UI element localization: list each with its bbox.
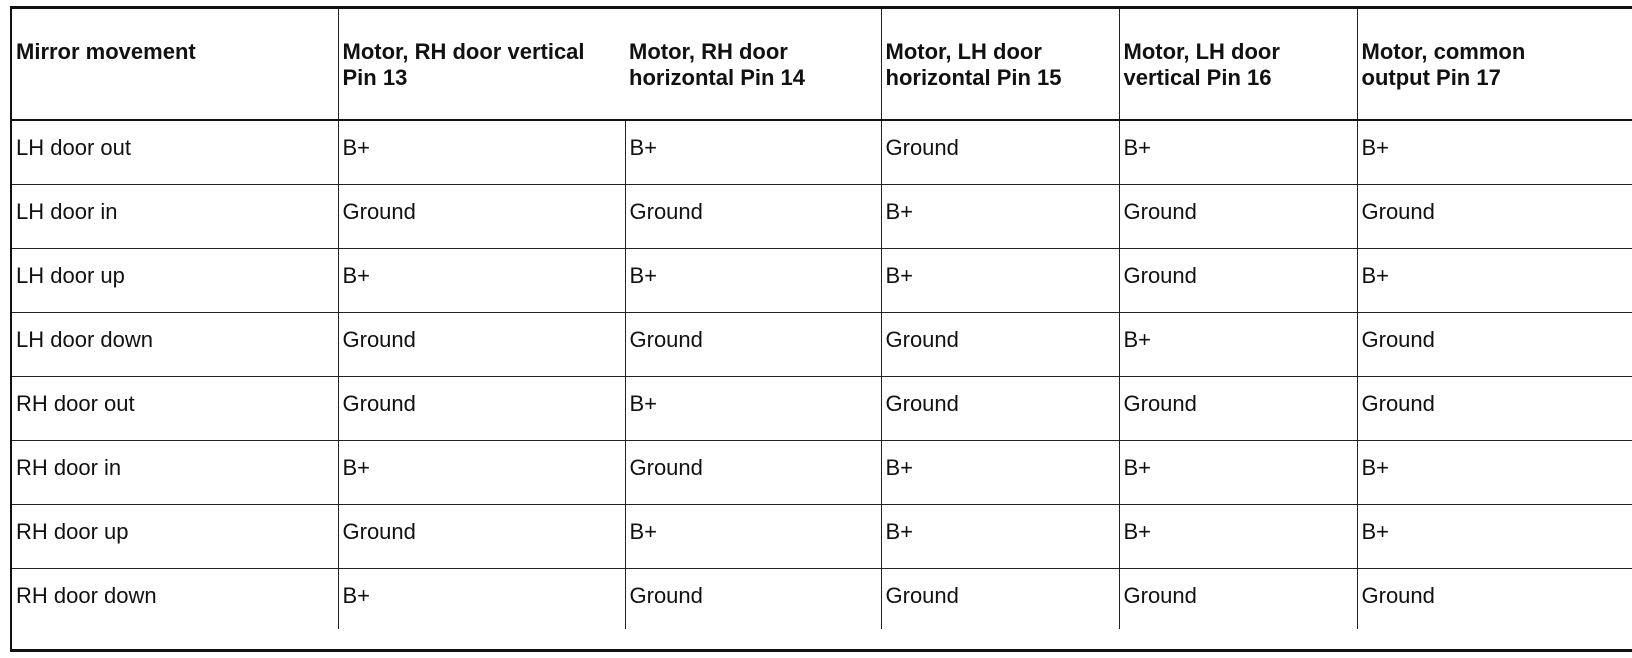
table-row: [12, 568, 1632, 629]
header-line: Motor, LH door: [1123, 39, 1280, 64]
cell-pin15: B+: [881, 504, 1119, 568]
cell-pin13: B+: [338, 120, 625, 184]
header-mirror-movement: [12, 9, 338, 120]
cell-pin15: Ground: [881, 120, 1119, 184]
cell-pin15: Ground: [881, 312, 1119, 376]
header-line: output Pin 17: [1361, 65, 1501, 90]
cell-pin15: B+: [881, 440, 1119, 504]
cell-pin17: B+: [1357, 248, 1632, 312]
header-line: horizontal Pin 15: [885, 65, 1062, 90]
cell-pin13: Ground: [338, 504, 625, 568]
cell-pin14: B+: [625, 120, 881, 184]
cell-pin13: Ground: [338, 184, 625, 248]
header-line: Pin 13: [342, 65, 408, 90]
cell-pin17: B+: [1357, 120, 1632, 184]
cell-pin13: B+: [338, 568, 625, 629]
cell-movement: LH door down: [12, 312, 338, 376]
cell-movement: RH door up: [12, 504, 338, 568]
header-rh-horizontal-pin14: [625, 9, 881, 120]
cell-pin17: Ground: [1357, 312, 1632, 376]
cell-pin13: B+: [338, 248, 625, 312]
cell-pin13: Ground: [338, 312, 625, 376]
cell-movement: RH door out: [12, 376, 338, 440]
cell-pin15: B+: [881, 248, 1119, 312]
header-line: vertical Pin 16: [1123, 65, 1272, 90]
table-row: [12, 248, 1632, 312]
cell-movement: LH door out: [12, 120, 338, 184]
cell-pin15: Ground: [881, 376, 1119, 440]
cell-pin14: Ground: [625, 312, 881, 376]
cell-movement: LH door in: [12, 184, 338, 248]
header-line: Motor, LH door: [885, 39, 1042, 64]
cell-movement: RH door in: [12, 440, 338, 504]
cell-pin13: B+: [338, 440, 625, 504]
cell-pin17: B+: [1357, 504, 1632, 568]
cell-pin16: B+: [1119, 440, 1357, 504]
cell-pin14: Ground: [625, 568, 881, 629]
cell-pin16: B+: [1119, 504, 1357, 568]
header-rh-vertical-pin13: [338, 9, 625, 120]
cell-pin15: B+: [881, 184, 1119, 248]
header-lh-vertical-pin16: [1119, 9, 1357, 120]
cell-pin16: B+: [1119, 120, 1357, 184]
cell-pin16: Ground: [1119, 376, 1357, 440]
table-row: [12, 440, 1632, 504]
cell-pin13: Ground: [338, 376, 625, 440]
table-row: [12, 184, 1632, 248]
table-row: [12, 376, 1632, 440]
header-line: Motor, common: [1361, 39, 1526, 64]
header-line: Motor, RH door: [629, 39, 788, 64]
cell-pin15: Ground: [881, 568, 1119, 629]
header-lh-horizontal-pin15: [881, 9, 1119, 120]
table-row: [12, 120, 1632, 184]
header-common-output-pin17: [1357, 9, 1632, 120]
cell-pin16: Ground: [1119, 248, 1357, 312]
cell-pin17: Ground: [1357, 184, 1632, 248]
cell-pin16: Ground: [1119, 568, 1357, 629]
cell-pin14: B+: [625, 376, 881, 440]
cell-pin16: Ground: [1119, 184, 1357, 248]
cell-pin14: B+: [625, 504, 881, 568]
cell-pin17: B+: [1357, 440, 1632, 504]
table-row: [12, 312, 1632, 376]
cell-pin14: Ground: [625, 440, 881, 504]
table-row: [12, 504, 1632, 568]
header-row: [12, 9, 1632, 120]
header-line: Mirror movement: [16, 39, 196, 64]
cell-pin17: Ground: [1357, 568, 1632, 629]
cell-pin14: B+: [625, 248, 881, 312]
cell-movement: LH door up: [12, 248, 338, 312]
header-line: horizontal Pin 14: [629, 65, 806, 90]
mirror-movement-pin-table: [12, 9, 1632, 629]
cell-pin14: Ground: [625, 184, 881, 248]
mirror-movement-table-container: [10, 6, 1632, 652]
header-line: Motor, RH door vertical: [342, 39, 585, 64]
cell-pin17: Ground: [1357, 376, 1632, 440]
cell-pin16: B+: [1119, 312, 1357, 376]
cell-movement: RH door down: [16, 582, 157, 608]
